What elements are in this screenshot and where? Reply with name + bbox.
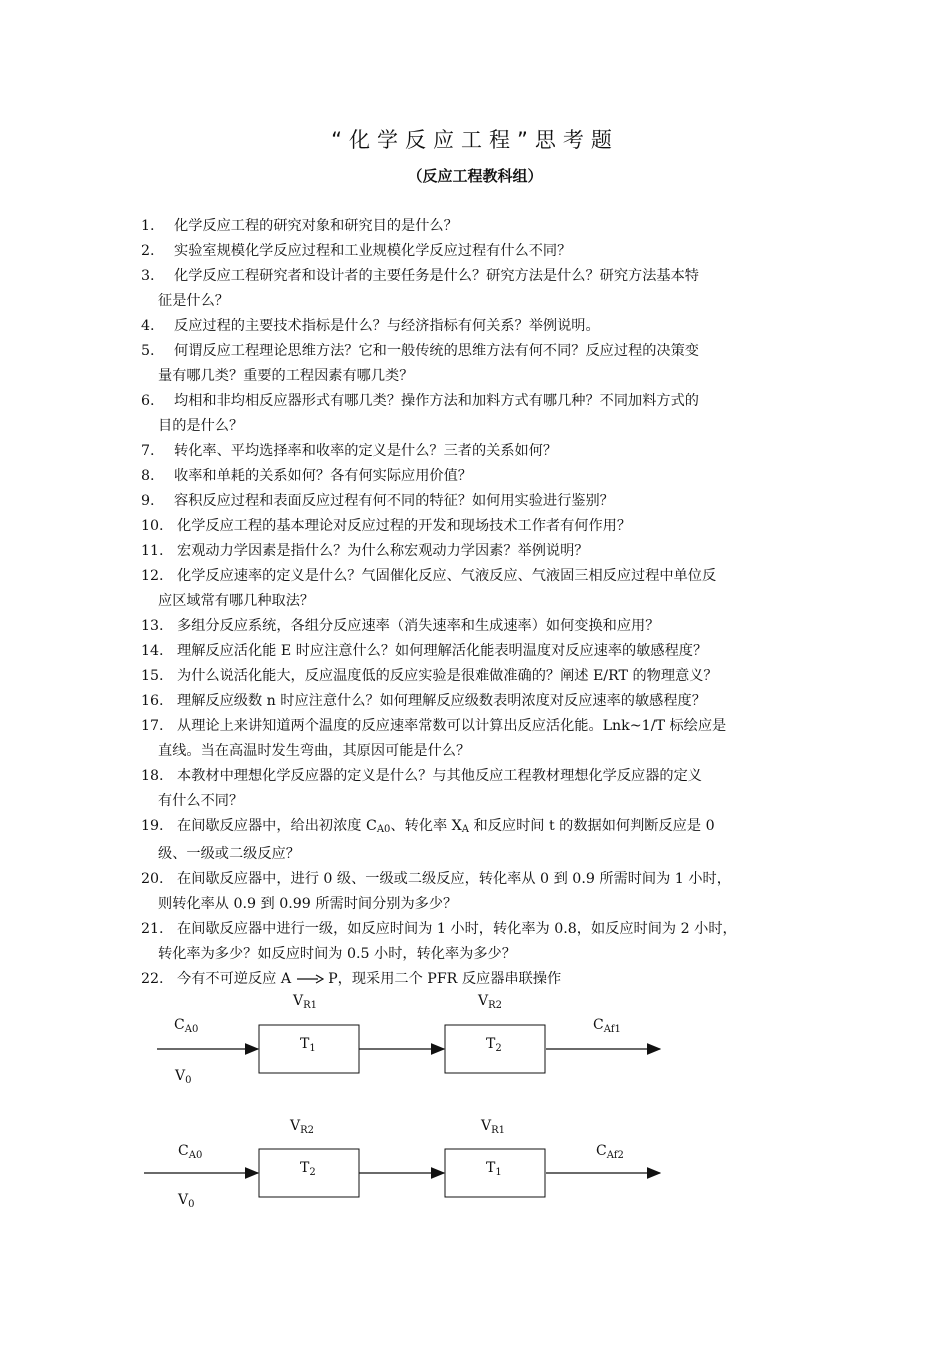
question-text-continued: 有什么不同？ [158,793,244,809]
v-in-label: $V_0$ [175,1068,192,1086]
question-number: 14. [141,643,164,659]
vr-label-left: $V_{R1}$ [293,993,318,1011]
question-text-continued: 转化率为多少？如反应时间为 0.5 小时，转化率为多少？ [158,946,516,962]
question-text: 本教材中理想化学反应器的定义是什么？与其他反应工程教材理想化学反应器的定义 [177,768,702,784]
question-text-continued: 级、一级或二级反应？ [158,846,300,862]
page-subtitle: （反应工程教科组） [407,167,543,185]
question-text: 理解反应活化能 E 时应注意什么？如何理解活化能表明温度对反应速率的敏感程度？ [177,643,708,659]
question-text-continued: 应区域常有哪几种取法？ [158,593,315,609]
box2-label: $T_2$ [486,1036,502,1054]
c-in-label: $C_{A0}$ [178,1143,203,1161]
question-number: 20. [141,871,164,887]
question-number: 17. [141,718,164,734]
question-text: 理解反应级数 n 时应注意什么？如何理解反应级数表明浓度对反应速率的敏感程度？ [177,693,706,709]
question-number: 10. [141,518,164,534]
question-text: 从理论上来讲知道两个温度的反应速率常数可以计算出反应活化能。Lnk~1/T 标绘应是 [177,718,727,734]
question-number: 18. [141,768,164,784]
question-text: 在间歇反应器中，进行 0 级、一级或二级反应，转化率从 0 到 0.9 所需时间为 1 小时， [177,871,731,887]
question-text: 为什么说活化能大，反应温度低的反应实验是很难做准确的？阐述 E/RT 的物理意义？ [177,668,718,684]
question-number: 15. [141,668,164,684]
c-in-label: $C_{A0}$ [174,1017,199,1035]
vr-label-left: $V_{R2}$ [290,1118,315,1136]
question-text: 反应过程的主要技术指标是什么？与经济指标有何关系？举例说明。 [174,318,600,334]
box1-label: $T_1$ [300,1036,316,1054]
question-text-part: 、转化率 X [390,818,462,834]
question-number: 9. [141,493,155,509]
question-number: 21. [141,921,164,937]
subscript: A0 [376,824,391,835]
question-text-part: 在间歇反应器中，给出初浓度 C [177,818,377,834]
c-out-label: $C_{Af2}$ [596,1143,624,1161]
question-text-continued: 目的是什么？ [158,418,244,434]
question-text: 何谓反应工程理论思维方法？它和一般传统的思维方法有何不同？反应过程的决策变 [174,343,699,359]
page-title: “化学反应工程”思考题 [331,128,619,152]
question-text-continued: 量有哪几类？重要的工程因素有哪几类？ [158,368,414,384]
question-number: 16. [141,693,164,709]
question-text-part: 和反应时间 t 的数据如何判断反应是 0 [469,818,715,834]
c-out-label: $C_{Af1}$ [593,1017,621,1035]
question-text-part: 今有不可逆反应 A [177,971,296,987]
question-text: 均相和非均相反应器形式有哪几类？操作方法和加料方式有哪几种？不同加料方式的 [174,393,699,409]
question-number: 8. [141,468,155,484]
question-text-continued: 征是什么？ [158,293,229,309]
question-text: 化学反应工程研究者和设计者的主要任务是什么？研究方法是什么？研究方法基本特 [174,268,699,284]
question-number: 4. [141,318,155,334]
diagram-2 [144,1118,660,1210]
question-text-continued: 直线。当在高温时发生弯曲，其原因可能是什么？ [158,743,471,759]
question-text-continued: 则转化率从 0.9 到 0.99 所需时间分别为多少？ [158,896,458,912]
question-number: 11. [141,543,164,559]
question-number: 19. [141,818,164,834]
diagram-1 [157,993,660,1086]
subscript: A [461,824,470,835]
v-in-label: $V_0$ [178,1192,195,1210]
box1-label: $T_2$ [300,1160,316,1178]
question-number: 7. [141,443,155,459]
question-text: 容积反应过程和表面反应过程有何不同的特征？如何用实验进行鉴别？ [174,493,614,509]
question-number: 1. [141,218,155,234]
question-number: 13. [141,618,164,634]
question-number: 6. [141,393,155,409]
question-text: 宏观动力学因素是指什么？为什么称宏观动力学因素？举例说明？ [177,543,589,559]
question-text: 多组分反应系统，各组分反应速率（消失速率和生成速率）如何变换和应用？ [177,618,660,634]
question-number: 5. [141,343,155,359]
question-text: 收率和单耗的关系如何？各有何实际应用价值？ [174,468,472,484]
question-number: 22. [141,971,164,987]
question-text: 在间歇反应器中进行一级，如反应时间为 1 小时，转化率为 0.8，如反应时间为 2 小时， [177,921,737,937]
question-number: 2. [141,243,155,259]
question-number: 3. [141,268,155,284]
question-text: 转化率、平均选择率和收率的定义是什么？三者的关系如何？ [174,443,558,459]
question-text-part: P，现采用二个 PFR 反应器串联操作 [323,971,562,987]
vr-label-right: $V_{R1}$ [481,1118,506,1136]
question-text: 化学反应工程的研究对象和研究目的是什么？ [174,218,458,234]
question-text: 化学反应速率的定义是什么？气固催化反应、气液反应、气液固三相反应过程中单位反 [177,568,717,584]
question-number: 12. [141,568,164,584]
question-text: 化学反应工程的基本理论对反应过程的开发和现场技术工作者有何作用？ [177,518,632,534]
vr-label-right: $V_{R2}$ [478,993,503,1011]
question-text: 实验室规模化学反应过程和工业规模化学反应过程有什么不同？ [174,243,572,259]
box2-label: $T_1$ [486,1160,502,1178]
